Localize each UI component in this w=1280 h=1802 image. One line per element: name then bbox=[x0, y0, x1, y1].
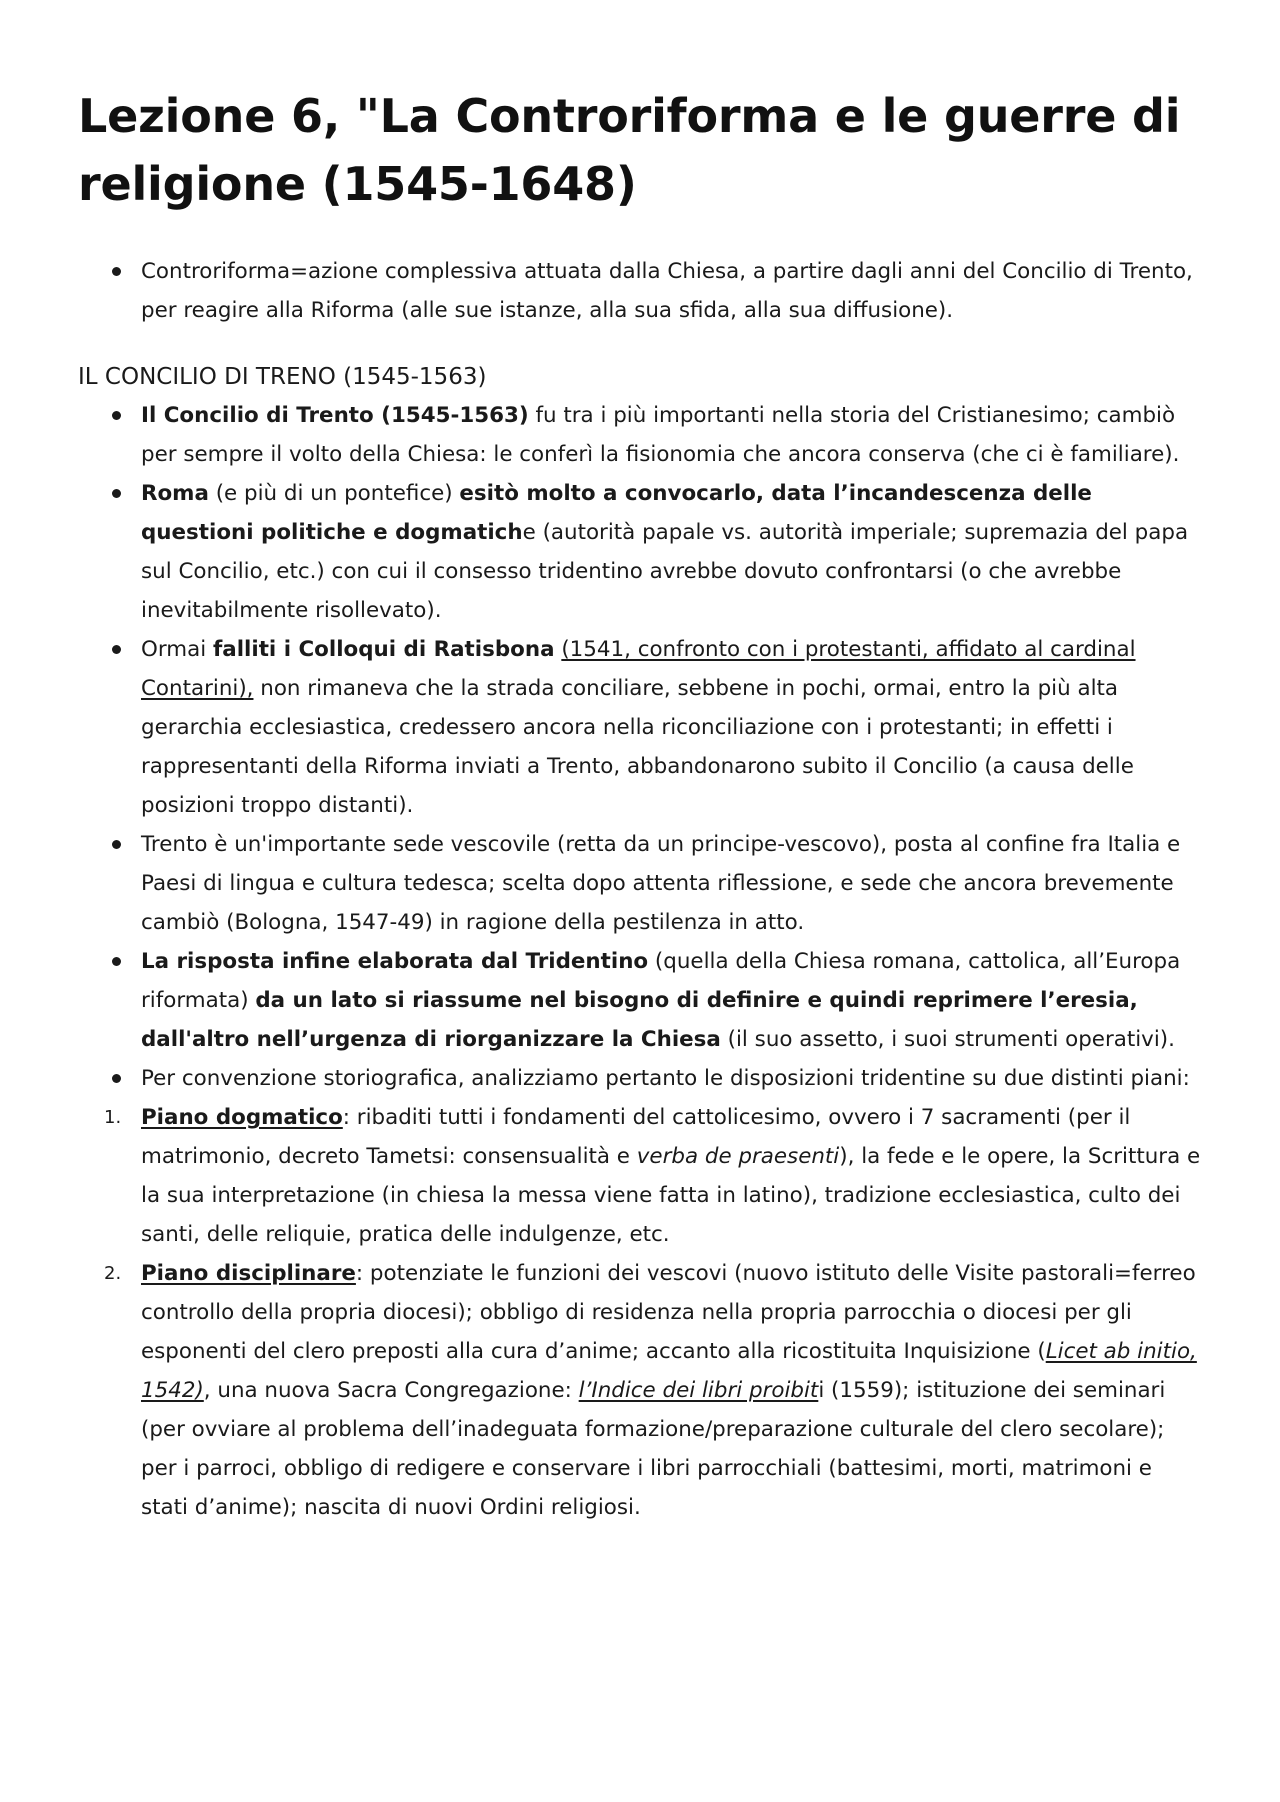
numbered-item bbox=[78, 1254, 1202, 1527]
bold-text: La risposta infine elaborata dal Tridentino bbox=[141, 949, 649, 974]
italic-text: verba de praesenti bbox=[636, 1144, 840, 1169]
item-text: Ormai bbox=[141, 637, 213, 662]
list-number: 2. bbox=[104, 1263, 122, 1284]
intro-list bbox=[78, 252, 1202, 330]
item-text: : ribaditi tutti i fondamenti del cattolicesimo, ovvero i 7 sacramenti (per il matrimonio, decreto Tametsi: consensualità e bbox=[141, 1105, 1131, 1169]
list-item bbox=[78, 1059, 1202, 1098]
bullet-icon bbox=[112, 957, 121, 966]
list-number: 1. bbox=[104, 1107, 122, 1128]
list-item bbox=[78, 474, 1202, 630]
bold-text: Roma bbox=[141, 481, 209, 506]
intro-text: Controriforma=azione complessiva attuata dalla Chiesa, a partire dagli anni del Concilio di Trento, per reagire alla Riforma (alle sue istanze, alla sua sfida, alla sua diffusione). bbox=[141, 259, 1193, 323]
item-text: ), la fede e le opere, la Scrittura e la sua interpretazione (in chiesa la messa viene fatta in latino), tradizione ecclesiastica, culto dei santi, delle reliquie, pratica delle indulgenze, etc. bbox=[141, 1144, 1201, 1247]
list-item bbox=[78, 630, 1202, 825]
underlined-text: (1541, confronto con i protestanti, affidato al cardinal Contarini), bbox=[141, 637, 1136, 701]
italic-underlined-text: l’Indice dei libri proibit bbox=[578, 1378, 819, 1403]
page-title: Lezione 6, "La Controriforma e le guerre di religione (1545-1648) bbox=[78, 89, 1181, 211]
section-heading: IL CONCILIO DI TRENO (1545-1563) bbox=[78, 364, 487, 390]
list-item bbox=[78, 942, 1202, 1059]
bullet-icon bbox=[112, 267, 121, 276]
item-text: (quella della Chiesa romana, cattolica, all’Europa riformata) bbox=[141, 949, 1181, 1013]
bullet-icon bbox=[112, 645, 121, 654]
item-text: (e più di un pontefice) bbox=[208, 481, 460, 506]
item-text: , una nuova Sacra Congregazione: bbox=[203, 1378, 579, 1403]
item-text: e (autorità papale vs. autorità imperiale; supremazia del papa sul Concilio, etc.) con cui il consesso tridentino avrebbe dovuto confrontarsi (o che avrebbe inevitabilmente risollevato). bbox=[141, 520, 1189, 623]
list-item bbox=[78, 252, 1202, 330]
item-text: fu tra i più importanti nella storia del Cristianesimo; cambiò per sempre il volto della Chiesa: le conferì la fisionomia che ancora conserva (che ci è familiare). bbox=[141, 403, 1180, 467]
bullet-icon bbox=[112, 1074, 121, 1083]
list-item bbox=[78, 396, 1202, 474]
item-text: Trento è un'importante sede vescovile (retta da un principe-vescovo), posta al confine fra Italia e Paesi di lingua e cultura tedesca; scelta dopo attenta riflessione, e sede che ancora brevemente cambiò (Bologna, 1547-49) in ragione della pestilenza in atto. bbox=[141, 832, 1181, 935]
bold-text: esitò molto a convocarlo, data l’incandescenza delle questioni politiche e dogmatich bbox=[141, 481, 1092, 545]
item-text: i (1559); istituzione dei seminari (per ovviare al problema dell’inadeguata formazione/preparazione culturale del clero secolare); per i parroci, obbligo di redigere e conservare i libri parrocchiali (battesimi, morti, matrimoni e stati d’anime); nascita di nuovi Ordini religiosi. bbox=[141, 1378, 1166, 1520]
bold-text: da un lato si riassume nel bisogno di definire e quindi reprimere l’eresia, dall'altro nell’urgenza di riorganizzare la Chiesa bbox=[141, 988, 1138, 1052]
bold-text: Il Concilio di Trento (1545-1563) bbox=[141, 403, 529, 428]
numbered-item bbox=[78, 1098, 1202, 1254]
bold-underlined-text: Piano dogmatico bbox=[141, 1105, 343, 1130]
bold-text: falliti i Colloqui di Ratisbona bbox=[212, 637, 555, 662]
item-text: (il suo assetto, i suoi strumenti operativi). bbox=[720, 1027, 1175, 1052]
bold-underlined-text: Piano disciplinare bbox=[141, 1261, 356, 1286]
numbered-list bbox=[78, 1098, 1202, 1527]
item-text: : potenziate le funzioni dei vescovi (nuovo istituto delle Visite pastorali=ferreo controllo della propria diocesi); obbligo di residenza nella propria parrocchia o diocesi per gli esponenti del clero preposti alla cura d’anime; accanto alla ricostituita Inquisizione ( bbox=[141, 1261, 1196, 1364]
council-list bbox=[78, 396, 1202, 1098]
bullet-icon bbox=[112, 840, 121, 849]
bullet-icon bbox=[112, 411, 121, 420]
bullet-icon bbox=[112, 489, 121, 498]
item-text: non rimaneva che la strada conciliare, sebbene in pochi, ormai, entro la più alta gerarchia ecclesiastica, credessero ancora nella riconciliazione con i protestanti; in effetti i rappresentanti della Riforma inviati a Trento, abbandonarono subito il Concilio (a causa delle posizioni troppo distanti). bbox=[141, 676, 1134, 818]
italic-underlined-text: Licet ab initio, 1542) bbox=[141, 1339, 1197, 1403]
item-text: Per convenzione storiografica, analizziamo pertanto le disposizioni tridentine su due distinti piani: bbox=[141, 1066, 1190, 1091]
list-item bbox=[78, 825, 1202, 942]
